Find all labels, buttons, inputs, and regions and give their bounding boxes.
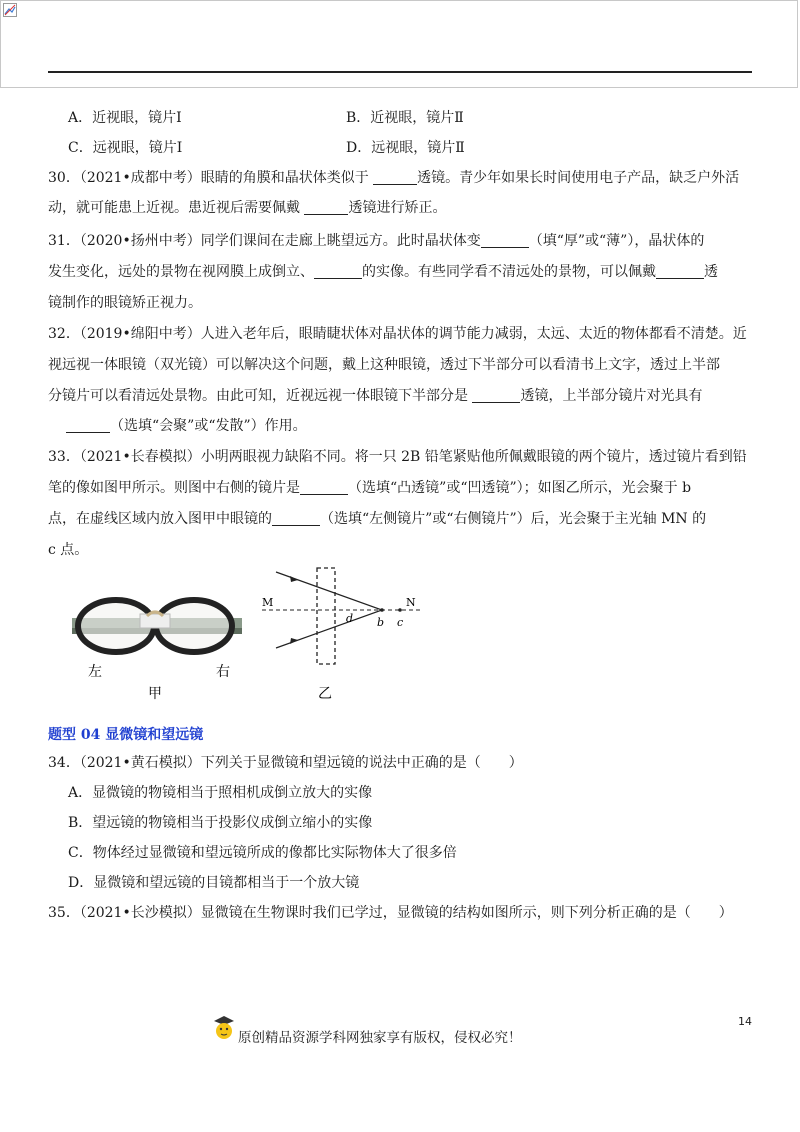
q34-option-c: C．物体经过显微镜和望远镜所成的像都比实际物体大了很多倍 xyxy=(68,845,457,861)
mascot-icon xyxy=(212,1014,236,1042)
q29-option-c: C．远视眼，镜片Ⅰ xyxy=(68,140,183,156)
q31-line-1: 31．（2020•扬州中考）同学们课间在走廊上眺望远方。此时晶状体变 （填“厚”或“薄”），晶状体的 xyxy=(48,233,705,249)
label-b: b xyxy=(377,616,385,629)
header-rule xyxy=(48,71,752,73)
q31-line-2: 发生变化，远处的景物在视网膜上成倒立、 的实像。有些同学看不清远处的景物，可以佩戴 透 xyxy=(48,264,718,280)
answer-blank xyxy=(300,480,348,495)
q32-line-3: 分镜片可以看清远处景物。由此可知，近视远视一体眼镜下半部分是 透镜，上半部分镜片对光具有 xyxy=(48,388,703,404)
section-title: 题型 04 显微镜和望远镜 xyxy=(48,727,204,743)
q34-option-d: D．显微镜和望远镜的目镜都相当于一个放大镜 xyxy=(68,875,360,891)
q35-stem: 35．（2021•长沙模拟）显微镜在生物课时我们已学过，显微镜的结构如图所示，则下列分析正确的是（ ） xyxy=(48,905,733,921)
answer-blank xyxy=(481,233,529,248)
answer-blank xyxy=(472,388,520,403)
q33-line-1: 33．（2021•长春模拟）小明两眼视力缺陷不同。将一只 2B 铅笔紧贴他所佩戴眼镜的两个镜片，透过镜片看到铅 xyxy=(48,449,747,465)
answer-blank xyxy=(304,200,348,215)
label-jia: 甲 xyxy=(148,686,162,702)
q33-figure xyxy=(0,560,460,705)
q29-option-b: B．近视眼，镜片Ⅱ xyxy=(346,110,464,126)
q34-option-a: A．显微镜的物镜相当于照相机成倒立放大的实像 xyxy=(68,785,373,801)
nose-pad xyxy=(140,614,170,628)
q32-line-1: 32．（2019•绵阳中考）人进入老年后，眼睛睫状体对晶状体的调节能力减弱，太远、太近的物体都看不清楚。近 xyxy=(48,326,747,342)
dashed-region xyxy=(317,568,335,664)
label-n: N xyxy=(406,596,416,609)
q30-line-2: 动，就可能患上近视。患近视后需要佩戴 透镜进行矫正。 xyxy=(48,200,447,216)
label-left: 左 xyxy=(88,664,102,680)
answer-blank xyxy=(66,418,110,433)
answer-blank xyxy=(272,511,320,526)
q31-line-3: 镜制作的眼镜矫正视力。 xyxy=(48,295,202,311)
q34-stem: 34．（2021•黄石模拟）下列关于显微镜和望远镜的说法中正确的是（ ） xyxy=(48,755,523,771)
q34-option-b: B．望远镜的物镜相当于投影仪成倒立缩小的实像 xyxy=(68,815,373,831)
q29-option-d: D．远视眼，镜片Ⅱ xyxy=(346,140,465,156)
answer-blank xyxy=(314,264,362,279)
q33-line-4: c 点。 xyxy=(48,542,89,558)
q32-line-4: （选填“会聚”或“发散”）作用。 xyxy=(48,415,307,435)
label-m: M xyxy=(262,596,274,609)
footer-copyright: 原创精品资源学科网独家享有版权，侵权必究！ xyxy=(238,1030,522,1046)
q29-option-a: A．近视眼，镜片Ⅰ xyxy=(68,110,182,126)
q32-line-2: 视远视一体眼镜（双光镜）可以解决这个问题，戴上这种眼镜，透过下半部分可以看清书上文字，透过上半部 xyxy=(48,357,720,373)
glasses-photo xyxy=(72,600,242,652)
page-number: 14 xyxy=(738,1015,752,1028)
q33-line-3: 点，在虚线区域内放入图甲中眼镜的 （选填“左侧镜片”或“右侧镜片”）后，光会聚于主光轴 MN 的 xyxy=(48,511,707,527)
label-d: d xyxy=(346,612,354,625)
broken-image-icon xyxy=(3,3,17,17)
header-frame xyxy=(0,0,798,88)
answer-blank xyxy=(373,170,417,185)
label-right: 右 xyxy=(216,664,230,680)
answer-blank xyxy=(656,264,704,279)
q33-line-2: 笔的像如图甲所示。则图中右侧的镜片是 （选填“凸透镜”或“凹透镜”）；如图乙所示，光会聚于 b xyxy=(48,480,692,496)
label-c: c xyxy=(397,616,404,629)
label-yi: 乙 xyxy=(318,686,332,702)
q30-line-1: 30．（2021•成都中考）眼睛的角膜和晶状体类似于 透镜。青少年如果长时间使用电子产品，缺乏户外活 xyxy=(48,170,740,186)
